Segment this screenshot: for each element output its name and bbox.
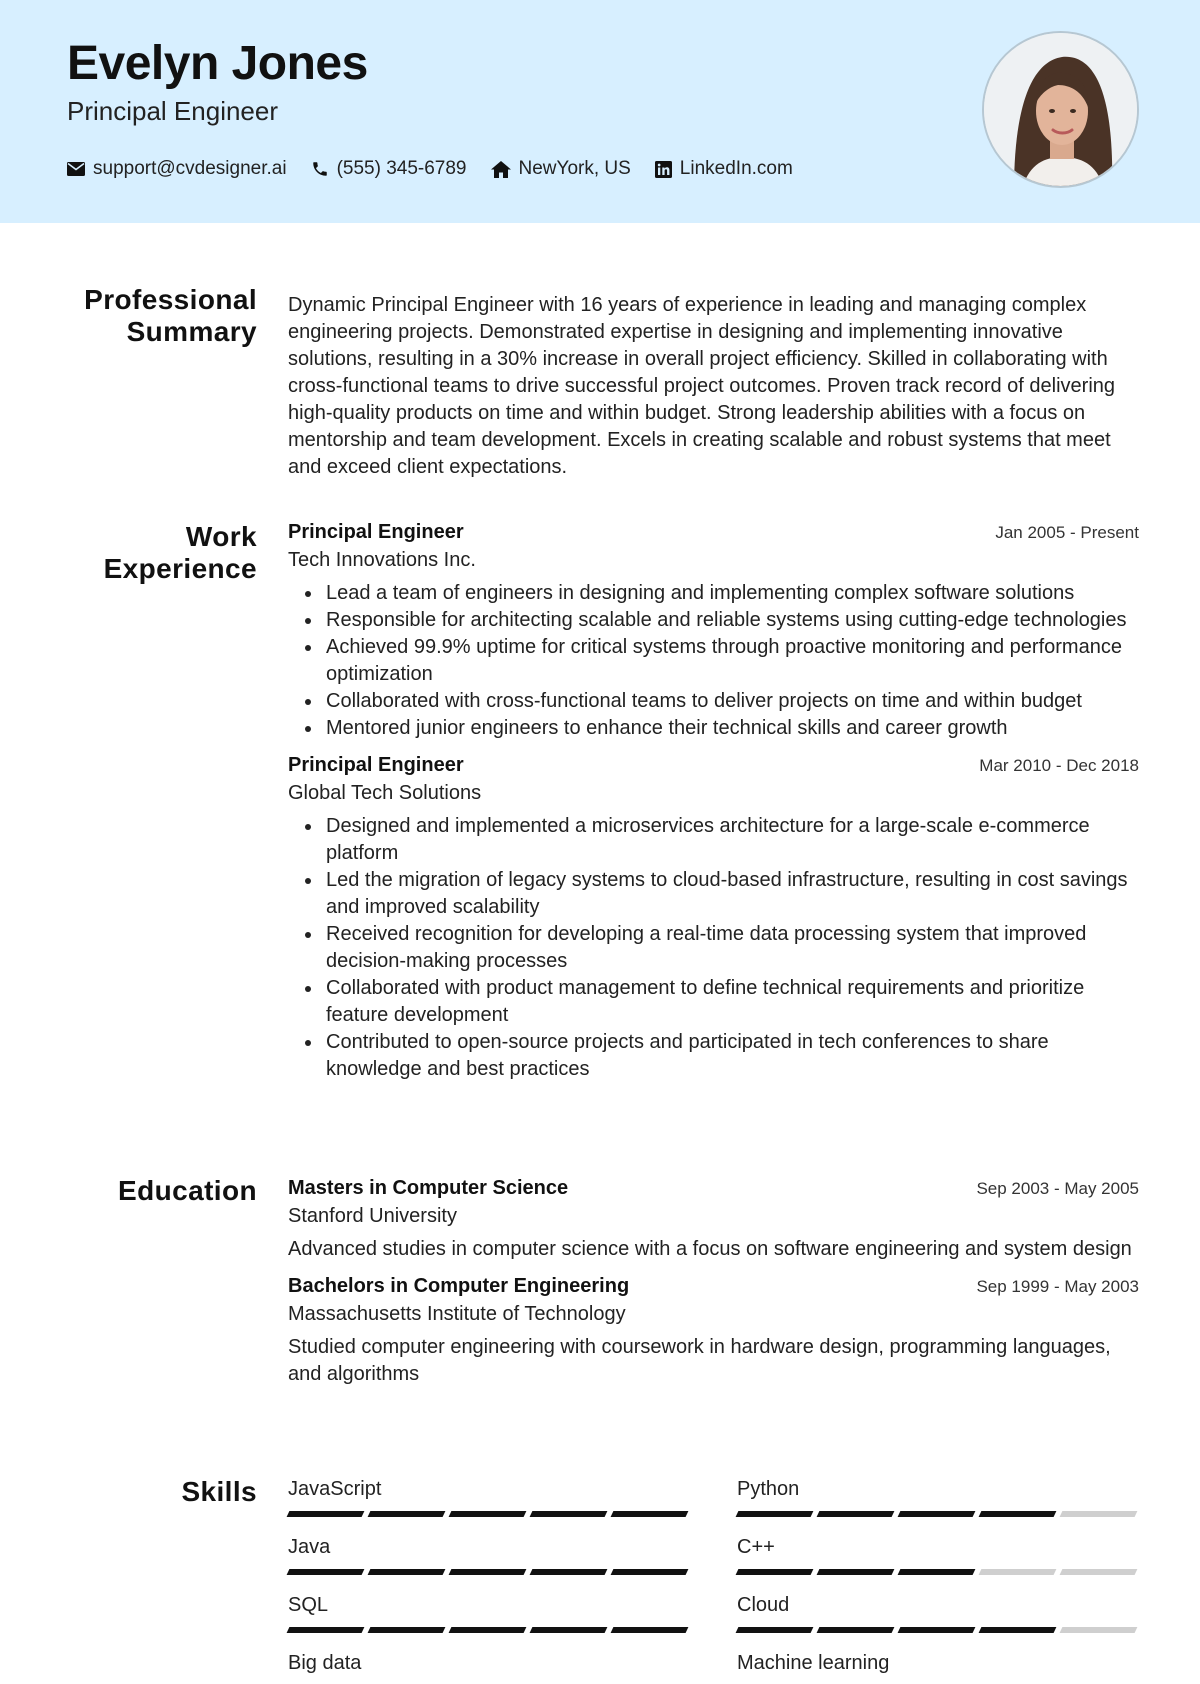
skill-name: C++: [737, 1536, 775, 1558]
job-title: Principal Engineer: [288, 754, 464, 776]
skills-heading: Skills: [181, 1476, 257, 1507]
candidate-title: Principal Engineer: [67, 96, 279, 126]
skill-name: Cloud: [737, 1594, 790, 1616]
contact-linkedin[interactable]: [655, 158, 793, 180]
skills-grid: [288, 1477, 1139, 1684]
skill-segment-filled: [817, 1627, 895, 1633]
degree-title: Masters in Computer Science: [288, 1177, 569, 1199]
skill-level-bar: [737, 1511, 1137, 1517]
skill-name: Big data: [288, 1652, 362, 1674]
skill-segment-filled: [611, 1569, 689, 1575]
contact-bar: [67, 158, 817, 180]
skill-item: [737, 1593, 1137, 1633]
skill-segment-filled: [530, 1569, 608, 1575]
contact-phone[interactable]: [311, 158, 467, 180]
skill-level-bar: [288, 1627, 688, 1633]
profile-photo-illustration: [984, 33, 1139, 188]
skill-segment-empty: [1060, 1627, 1138, 1633]
education-dates: Sep 1999 - May 2003: [976, 1277, 1139, 1296]
job-bullet: Collaborated with cross-functional teams to deliver projects on time and within budget: [288, 688, 1139, 715]
work-experience-list: [288, 521, 1139, 1083]
education-entry: [288, 1275, 1139, 1388]
work-heading-line2: Experience: [103, 553, 257, 584]
job-bullet: Collaborated with product management to define technical requirements and prioritize feature development: [288, 975, 1139, 1029]
skill-segment-filled: [449, 1569, 527, 1575]
job-bullet: Received recognition for developing a real-time data processing system that improved decision-making processes: [288, 921, 1139, 975]
skill-segment-filled: [287, 1569, 365, 1575]
skill-segment-filled: [817, 1511, 895, 1517]
skill-segment-filled: [898, 1569, 976, 1575]
skill-name: JavaScript: [288, 1478, 382, 1500]
home-icon: [491, 161, 511, 178]
job-bullet: Designed and implemented a microservices architecture for a large-scale e-commerce platform: [288, 813, 1139, 867]
job-bullet: Achieved 99.9% uptime for critical systems through proactive monitoring and performance optimization: [288, 634, 1139, 688]
degree-title: Bachelors in Computer Engineering: [288, 1275, 630, 1297]
phone-icon: [311, 160, 329, 178]
work-heading-line1: Work: [185, 521, 257, 552]
email-text: support@cvdesigner.ai: [93, 158, 287, 179]
skill-item: [737, 1535, 1137, 1575]
skill-segment-filled: [979, 1511, 1057, 1517]
skill-segment-filled: [898, 1511, 976, 1517]
job-company: Tech Innovations Inc.: [288, 549, 476, 571]
job-dates: Jan 2005 - Present: [995, 523, 1139, 542]
school-name: Stanford University: [288, 1205, 457, 1227]
linkedin-icon: [655, 161, 672, 178]
skill-segment-filled: [736, 1627, 814, 1633]
job-entry: [288, 521, 1139, 742]
skill-segment-filled: [449, 1627, 527, 1633]
job-entry: [288, 754, 1139, 1083]
skill-segment-empty: [1060, 1569, 1138, 1575]
education-heading: Education: [118, 1175, 257, 1206]
skill-segment-filled: [530, 1511, 608, 1517]
contact-email[interactable]: [67, 158, 287, 180]
skill-segment-filled: [979, 1627, 1057, 1633]
job-bullets: [288, 580, 1139, 742]
education-dates: Sep 2003 - May 2005: [976, 1179, 1139, 1198]
phone-text: (555) 345-6789: [336, 158, 467, 179]
skill-segment-filled: [736, 1511, 814, 1517]
skill-segment-filled: [817, 1569, 895, 1575]
profile-photo: [982, 31, 1139, 188]
job-bullet: Led the migration of legacy systems to cloud-based infrastructure, resulting in cost savings and improved scalability: [288, 867, 1139, 921]
skill-segment-filled: [530, 1627, 608, 1633]
skill-item: [737, 1651, 1137, 1684]
summary-heading: [60, 284, 257, 348]
job-company: Global Tech Solutions: [288, 782, 482, 804]
skill-segment-filled: [611, 1511, 689, 1517]
skill-segment-filled: [368, 1569, 446, 1575]
skill-name: Java: [288, 1536, 331, 1558]
skill-segment-filled: [611, 1627, 689, 1633]
summary-heading-line1: Professional: [84, 284, 257, 315]
summary-heading-line2: Summary: [126, 316, 257, 347]
skill-level-bar: [288, 1569, 688, 1575]
skill-segment-filled: [287, 1627, 365, 1633]
skill-name: SQL: [288, 1594, 329, 1616]
resume-header: [0, 0, 1200, 223]
skill-segment-filled: [368, 1627, 446, 1633]
job-bullets: [288, 813, 1139, 1083]
skill-item: [288, 1593, 688, 1633]
skill-item: [288, 1651, 688, 1684]
job-bullet: Lead a team of engineers in designing and implementing complex software solutions: [288, 580, 1139, 607]
skill-segment-filled: [736, 1569, 814, 1575]
education-description: Advanced studies in computer science with a focus on software engineering and system design: [288, 1238, 1132, 1260]
job-dates: Mar 2010 - Dec 2018: [979, 756, 1139, 775]
skill-segment-filled: [368, 1511, 446, 1517]
candidate-name: Evelyn Jones: [67, 37, 368, 90]
skill-item: [288, 1477, 688, 1517]
skill-segment-filled: [287, 1511, 365, 1517]
location-text: NewYork, US: [518, 158, 631, 179]
job-bullet: Contributed to open-source projects and participated in tech conferences to share knowledge and best practices: [288, 1029, 1139, 1083]
education-entry: [288, 1177, 1139, 1263]
education-description: Studied computer engineering with coursework in hardware design, programming languages, and algorithms: [288, 1336, 1111, 1385]
contact-location: [491, 158, 631, 180]
job-bullet: Responsible for architecting scalable and reliable systems using cutting-edge technologies: [288, 607, 1139, 634]
school-name: Massachusetts Institute of Technology: [288, 1303, 626, 1325]
education-list: [288, 1177, 1139, 1388]
skill-level-bar: [737, 1627, 1137, 1633]
skill-level-bar: [737, 1569, 1137, 1575]
skill-name: Machine learning: [737, 1652, 890, 1674]
job-title: Principal Engineer: [288, 521, 464, 543]
envelope-icon: [67, 162, 85, 176]
work-heading: [60, 521, 257, 585]
skill-segment-empty: [979, 1569, 1057, 1575]
skill-item: [737, 1477, 1137, 1517]
skill-segment-filled: [449, 1511, 527, 1517]
skill-segment-empty: [1060, 1511, 1138, 1517]
skill-level-bar: [288, 1511, 688, 1517]
linkedin-text: LinkedIn.com: [679, 158, 793, 179]
job-bullet: Mentored junior engineers to enhance their technical skills and career growth: [288, 715, 1139, 742]
skill-name: Python: [737, 1478, 800, 1500]
skill-segment-filled: [898, 1627, 976, 1633]
skill-item: [288, 1535, 688, 1575]
summary-text: Dynamic Principal Engineer with 16 years of experience in leading and managing complex engineering projects. Demonstrated expertise in designing and implementing innovative solutions, resulting in a 30% increase in overall project efficiency. Skilled in collaborating with cross-functional teams to drive successful project outcomes. Proven track record of delivering high-quality products on time and within budget. Strong leadership abilities with a focus on mentorship and team development. Excels in creating scalable and robust systems that meet and exceed client expectations.: [288, 294, 1116, 478]
